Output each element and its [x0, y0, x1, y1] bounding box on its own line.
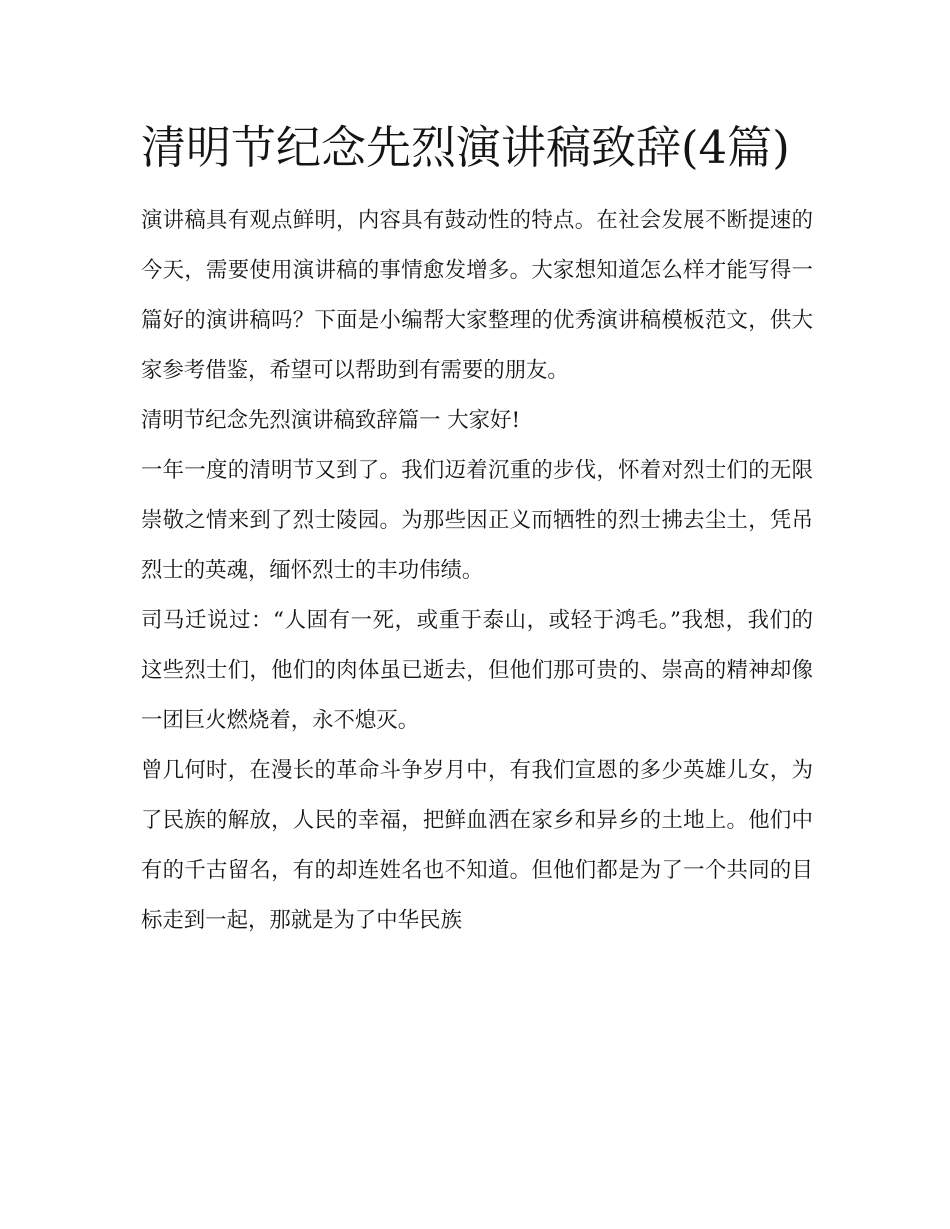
document-body	[141, 110, 813, 946]
body-paragraph: 一年一度的清明节又到了。我们迈着沉重的步伐，怀着对烈士们的无限崇敬之情来到了烈士陵园。为那些因正义而牺牲的烈士拂去尘土，凭吊烈士的英魂，缅怀烈士的丰功伟绩。	[141, 458, 813, 583]
body-paragraph: 曾几何时，在漫长的革命斗争岁月中，有我们宣恩的多少英雄儿女，为了民族的解放，人民的幸福，把鲜血洒在家乡和异乡的土地上。他们中有的千古留名，有的却连姓名也不知道。但他们都是为了一个共同的目标走到一起，那就是为了中华民族	[141, 758, 813, 933]
document-title: 清明节纪念先烈演讲稿致辞(4篇)	[141, 121, 790, 174]
body-paragraph: 司马迁说过：“人固有一死，或重于泰山，或轻于鸿毛。”我想，我们的这些烈士们，他们的肉体虽已逝去，但他们那可贵的、崇高的精神却像一团巨火燃烧着，永不熄灭。	[141, 608, 813, 733]
section-heading-paragraph: 清明节纪念先烈演讲稿致辞篇一 大家好!	[141, 408, 521, 433]
intro-paragraph: 演讲稿具有观点鲜明，内容具有鼓动性的特点。在社会发展不断提速的今天，需要使用演讲稿的事情愈发增多。大家想知道怎么样才能写得一篇好的演讲稿吗？下面是小编帮大家整理的优秀演讲稿模板范文，供大家参考借鉴，希望可以帮助到有需要的朋友。	[141, 208, 813, 383]
